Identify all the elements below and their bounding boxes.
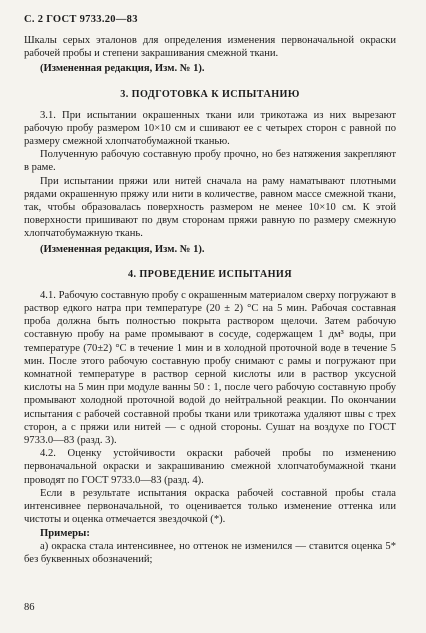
intro-paragraph: Шкалы серых эталонов для определения изменения первоначальной окраски рабочей пробы и степени закрашивания смежной ткани. bbox=[24, 35, 396, 60]
section-3-title: 3. ПОДГОТОВКА К ИСПЫТАНИЮ bbox=[120, 88, 300, 100]
section-4-paragraph-1: 4.1. Рабочую составную пробу с окрашенным материалом сверху погружают в раствор едкого натра при температуре (20 ± 2) °С на 5 мин. Рабочая составная проба должна быть полностью покрыта раствором щелочи. Затем рабочую составную пробу на раме промывают в сосуде, содержащем 1 дм³ воды, при температуре (70±2) °С в течение 1 мин и в холодной проточной воде в течение 5 мин. После этого рабочую составную пробу снимают с рамы и погружают при комнатной температуре в раствор серной кислоты или в раствор уксусной кислоты на 5 мин при модуле ванны 50 : 1, после чего рабочую составную пробу промывают холодной проточной водой до нейтральной реакции. По окончании испытания с рабочей составной пробы ткани или трикотажа удаляют швы с трех сторон, а с пряжи или нитей — с одной стороны. Сушат на воздухе по ГОСТ 9733.0—83 (разд. 3). bbox=[24, 289, 396, 447]
section-3-paragraph-2: Полученную рабочую составную пробу прочно, но без натяжения закрепляют в раме. bbox=[24, 149, 396, 174]
page-number: 86 bbox=[24, 602, 35, 613]
section-4-title: 4. ПРОВЕДЕНИЕ ИСПЫТАНИЯ bbox=[127, 268, 293, 280]
section-4-paragraph-2: 4.2. Оценку устойчивости окраски рабочей пробы по изменению первоначальной окраски и закрашиванию смежной хлопчатобумажной ткани проводят по ГОСТ 9733.0—83 (разд. 4). bbox=[24, 448, 396, 486]
section-3-amendment-note: (Измененная редакция, Изм. № 1). bbox=[40, 243, 205, 255]
example-a: а) окраска стала интенсивнее, но оттенок не изменился — ставится оценка 5* без буквенных обозначений; bbox=[24, 540, 396, 565]
section-3-paragraph-3: При испытании пряжи или нитей сначала на раму наматывают плотными рядами окрашенную пряжу или нити в количестве, равном массе смежной ткани, так, чтобы образовалась поверхность размером не менее 10×10 см. К этой поверхности пришивают по двум сторонам пряжи равную по размеру смежную хлопчатобумажную ткань. bbox=[24, 175, 396, 240]
examples-label: Примеры: bbox=[40, 527, 90, 539]
section-3-paragraph-1: 3.1. При испытании окрашенных ткани или трикотажа из них вырезают рабочую пробу размером 10×10 см и сшивают ее с четырех сторон с равной по размеру смежной хлопчатобумажной тканью. bbox=[24, 109, 396, 148]
amendment-note: (Измененная редакция, Изм. № 1). bbox=[40, 63, 205, 75]
section-4-paragraph-3: Если в результате испытания окраска рабочей составной пробы стала интенсивнее первоначальной, то оценивается только изменение оттенка или чистоты и оценка отмечается звездочкой (*). bbox=[24, 487, 396, 526]
page-header: С. 2 ГОСТ 9733.20—83 bbox=[24, 14, 138, 25]
